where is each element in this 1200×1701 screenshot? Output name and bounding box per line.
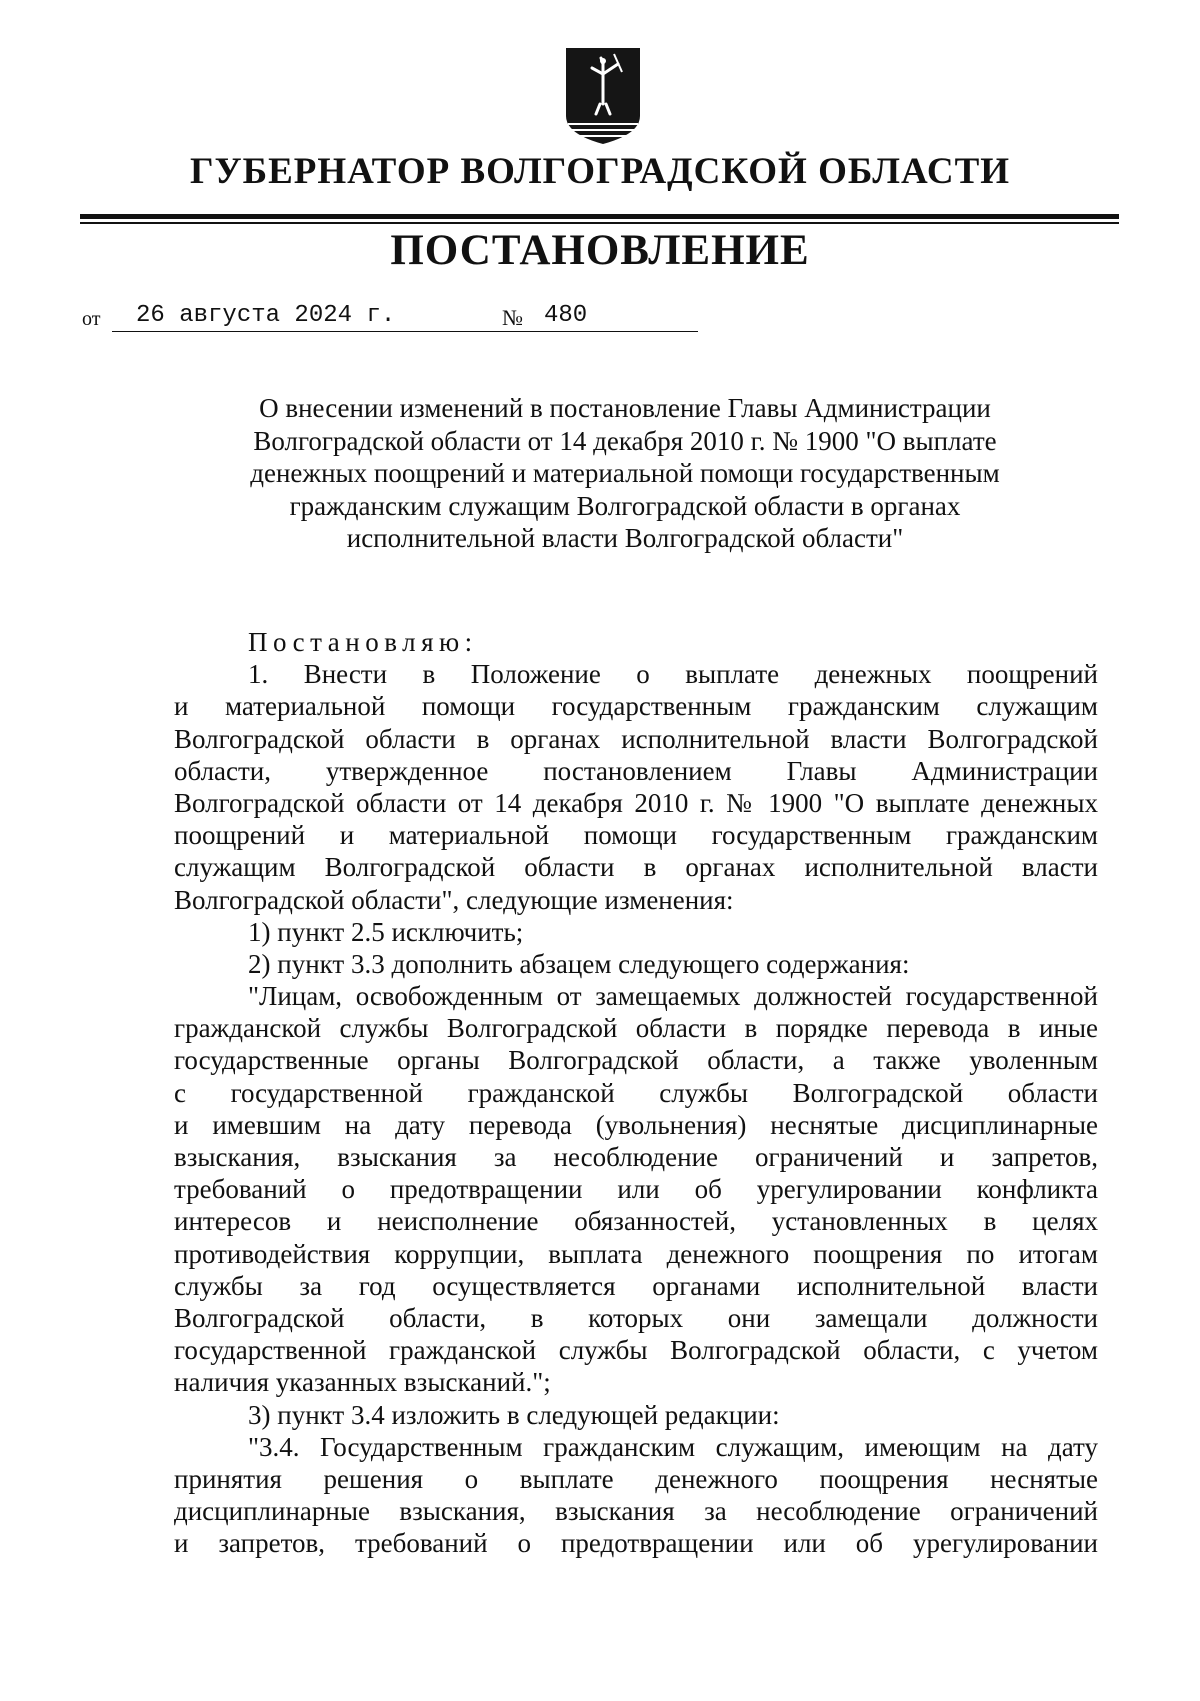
document-subject: [210, 392, 1040, 555]
body-line: с государственной гражданской службы Волгоградской области: [174, 1077, 1098, 1108]
body-line: области, утвержденное постановлением Главы Администрации: [174, 755, 1098, 786]
subject-line: исполнительной власти Волгоградской области": [346, 523, 904, 553]
date-prefix: от: [82, 308, 101, 330]
body-line: интересов и неисполнение обязанностей, установленных в целях: [174, 1206, 1098, 1237]
number-prefix: №: [502, 305, 523, 330]
subject-line: Волгоградской области от 14 декабря 2010 г. № 1900 "О выплате: [253, 425, 997, 456]
document-body: [174, 626, 1098, 1559]
subject-line: денежных поощрений и материальной помощи государственным: [250, 458, 1000, 488]
body-line: Волгоградской области", следующие изменения:: [174, 884, 734, 915]
body-line: Волгоградской области, в которых они замещали должности: [174, 1302, 1098, 1333]
document-number: 480: [532, 302, 698, 332]
body-line: и запретов, требований о предотвращении или об урегулировании: [174, 1528, 1098, 1559]
body-line: служащим Волгоградской области в органах исполнительной власти: [174, 852, 1098, 883]
body-line: 2) пункт 3.3 дополнить абзацем следующего содержания:: [248, 948, 910, 979]
header-divider-thin: [80, 222, 1119, 224]
date-number-row: [82, 302, 702, 332]
body-line: "Лицам, освобожденным от замещаемых должностей государственной: [248, 981, 1098, 1012]
coat-of-arms-emblem: [562, 46, 644, 146]
body-line: Волгоградской области в органах исполнительной власти Волгоградской: [174, 723, 1098, 754]
body-line: поощрений и материальной помощи государственным гражданским: [174, 820, 1098, 851]
header-divider-thick: [80, 214, 1119, 219]
body-line: службы за год осуществляется органами исполнительной власти: [174, 1270, 1098, 1301]
body-line: наличия указанных взысканий.";: [174, 1367, 551, 1398]
body-line: и имевшим на дату перевода (увольнения) неснятые дисциплинарные: [174, 1109, 1098, 1140]
body-line: Волгоградской области от 14 декабря 2010 г. № 1900 "О выплате денежных: [174, 787, 1098, 818]
body-line-resolution: Постановляю:: [248, 627, 478, 657]
body-line: государственной гражданской службы Волгоградской области, с учетом: [174, 1335, 1098, 1366]
body-line: 1) пункт 2.5 исключить;: [248, 916, 524, 947]
document-type-title: ПОСТАНОВЛЕНИЕ: [390, 227, 810, 274]
body-line: 1. Внести в Положение о выплате денежных поощрений: [248, 659, 1098, 690]
body-line: принятия решения о выплате денежного поощрения неснятые: [174, 1463, 1098, 1494]
subject-line: гражданским служащим Волгоградской области в органах: [289, 490, 961, 521]
body-line: дисциплинарные взыскания, взыскания за несоблюдение ограничений: [174, 1496, 1098, 1527]
body-line: взыскания, взыскания за несоблюдение ограничений и запретов,: [174, 1142, 1098, 1172]
subject-line: О внесении изменений в постановление Главы Администрации: [259, 393, 991, 423]
body-line: гражданской службы Волгоградской области в порядке перевода в иные: [174, 1013, 1098, 1044]
body-line: и материальной помощи государственным гражданским служащим: [174, 691, 1098, 722]
document-date: 26 августа 2024 г.: [112, 302, 572, 332]
issuing-authority: ГУБЕРНАТОР ВОЛГОГРАДСКОЙ ОБЛАСТИ: [189, 151, 1011, 192]
body-line: противодействия коррупции, выплата денежного поощрения по итогам: [174, 1238, 1098, 1269]
body-line: "3.4. Государственным гражданским служащим, имеющим на дату: [248, 1431, 1098, 1462]
body-line: государственные органы Волгоградской области, а также уволенным: [174, 1045, 1098, 1076]
body-line: 3) пункт 3.4 изложить в следующей редакции:: [248, 1399, 780, 1430]
body-line: требований о предотвращении или об урегулировании конфликта: [174, 1174, 1098, 1205]
